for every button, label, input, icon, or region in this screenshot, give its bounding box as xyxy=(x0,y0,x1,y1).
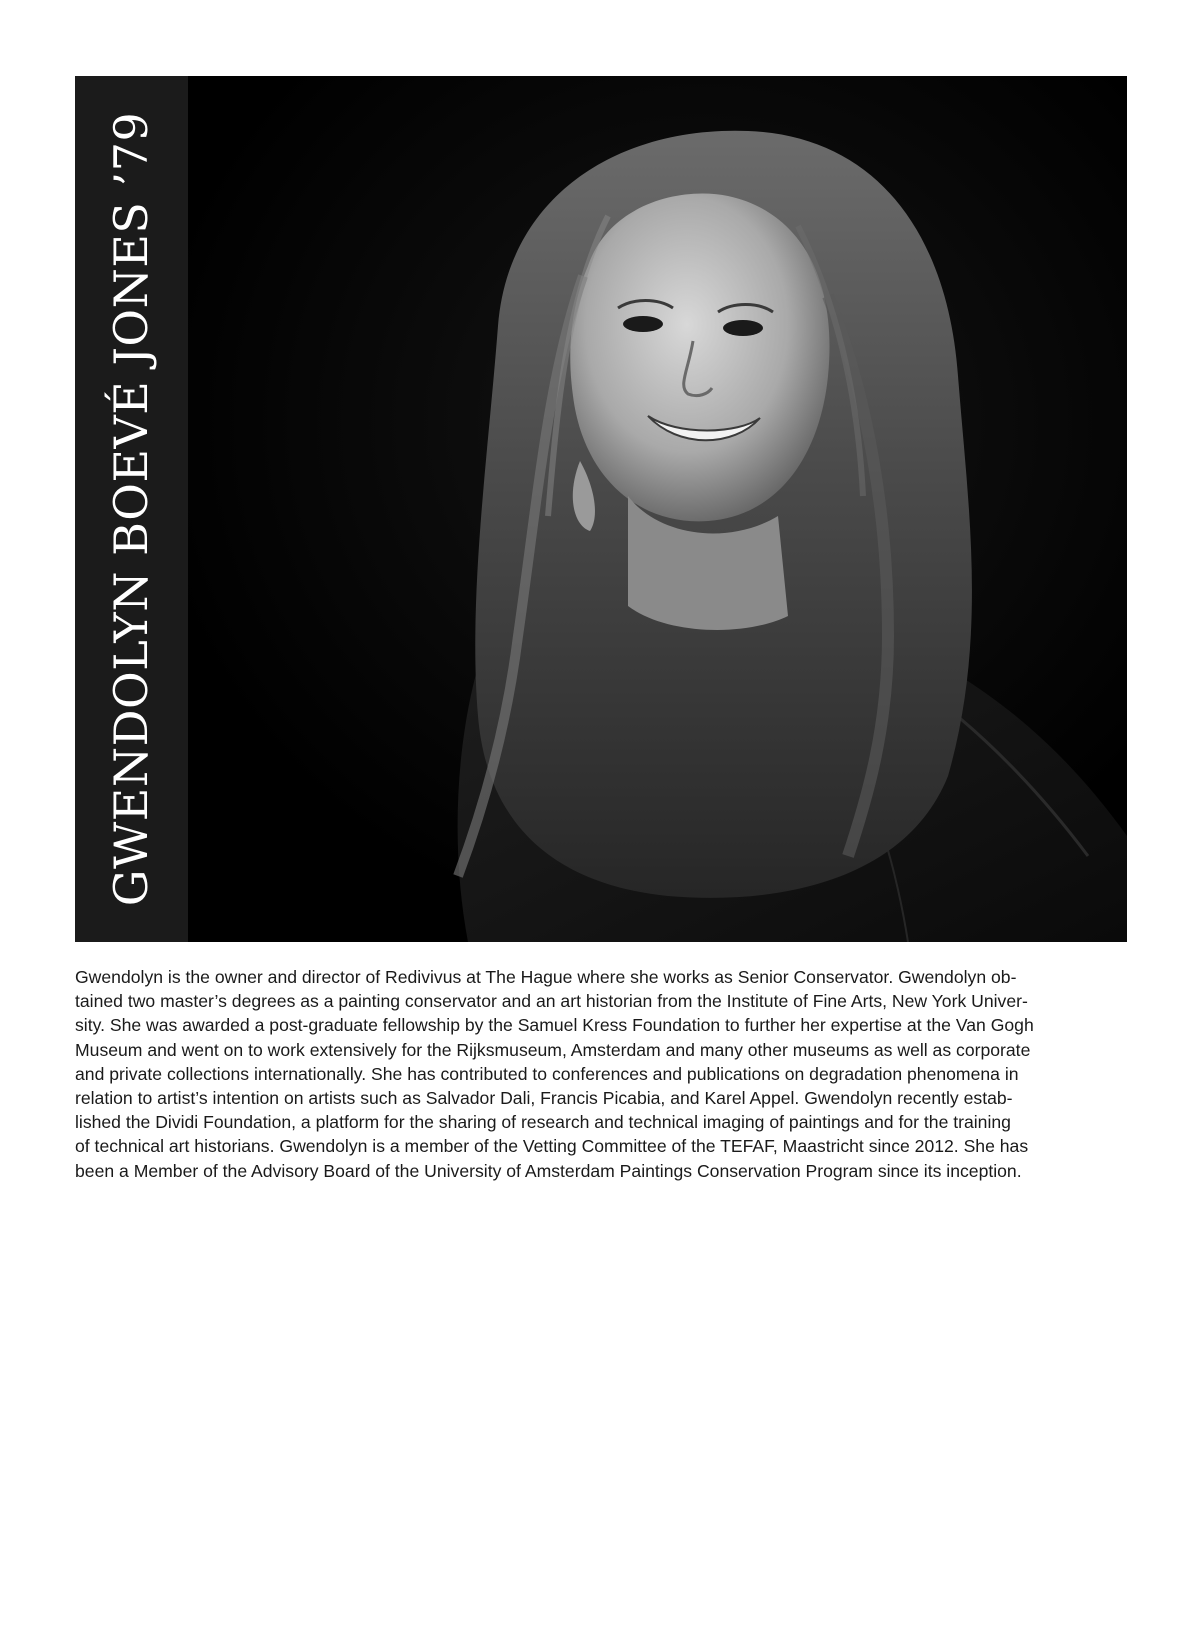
name-band xyxy=(75,76,188,942)
person-name-heading: GWENDOLYN BOEVÉ JONES ’79 xyxy=(104,111,158,907)
profile-hero xyxy=(75,76,1127,942)
portrait-photo xyxy=(188,76,1127,942)
biography-paragraph: Gwendolyn is the owner and director of Redivivus at The Hague where she works as Senior Conservator. Gwendolyn ob- tained two master’s degrees as a painting conservator and an art historian from the Institute of Fine Arts, New York Univer- sity. She was awarded a post-graduate fellowship by the Samuel Kress Foundation to further her expertise at the Van Gogh Museum and went on to work extensively for the Rijksmuseum, Amsterdam and many other museums as well as corporate and private collections internationally. She has contributed to conferences and publications on degradation phenomena in relation to artist’s intention on artists such as Salvador Dali, Francis Picabia, and Karel Appel. Gwendolyn recently estab- lished the Dividi Foundation, a platform for the sharing of research and technical imaging of paintings and for the training of technical art historians. Gwendolyn is a member of the Vetting Committee of the TEFAF, Maastricht since 2012. She has been a Member of the Advisory Board of the University of Amsterdam Paintings Conservation Program since its inception. xyxy=(75,967,1034,1181)
